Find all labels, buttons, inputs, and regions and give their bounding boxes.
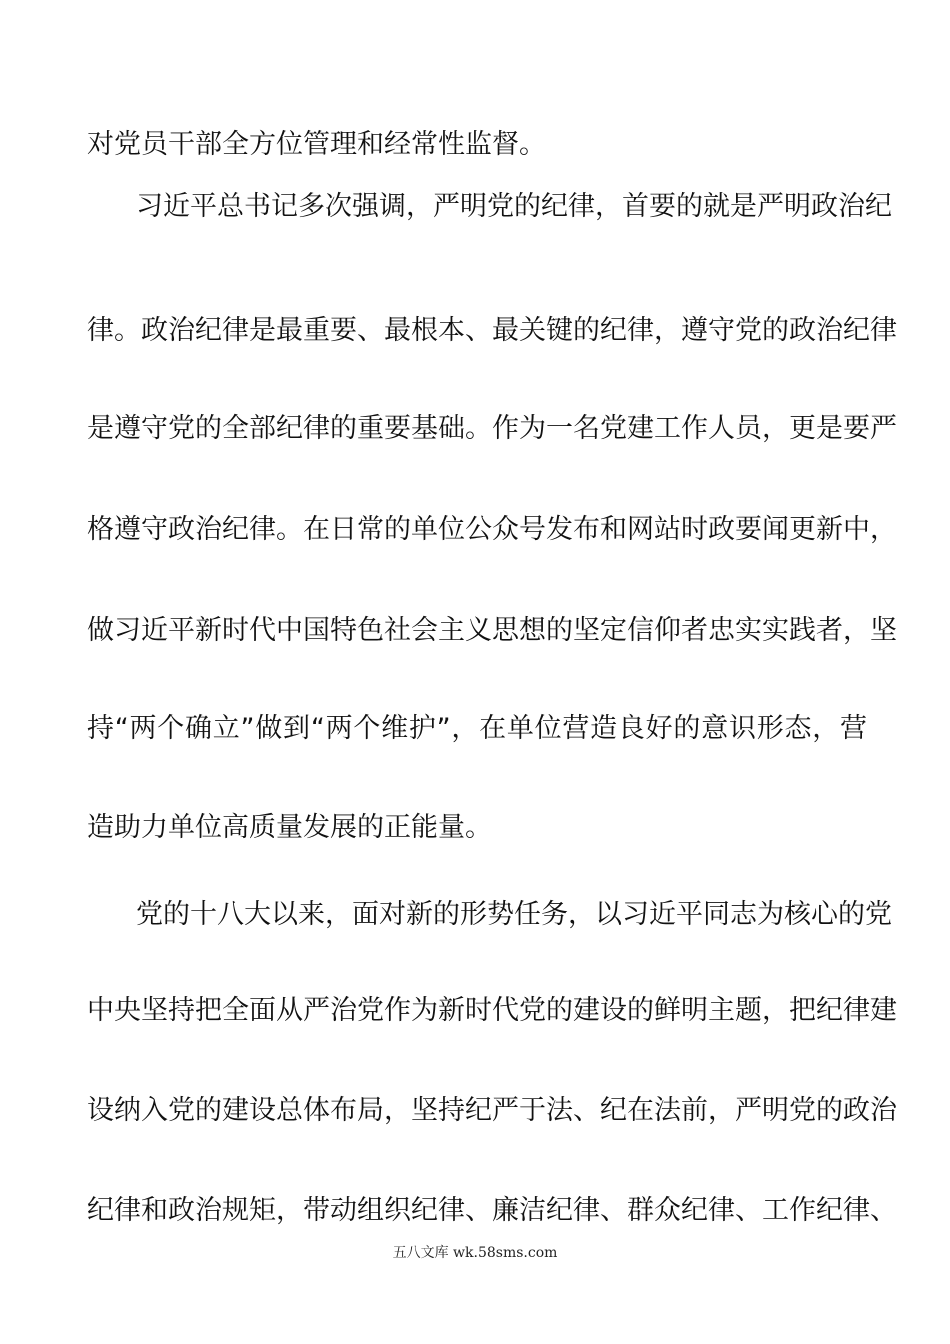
text-line-7: 持“两个确立”做到“两个维护”，在单位营造良好的意识形态，营 bbox=[87, 713, 867, 744]
text-line-11: 设纳入党的建设总体布局，坚持纪严于法、纪在法前，严明党的政治 bbox=[87, 1095, 897, 1126]
text-line-3: 律。政治纪律是最重要、最根本、最关键的纪律，遵守党的政治纪律 bbox=[87, 315, 897, 346]
text-line-10: 中央坚持把全面从严治党作为新时代党的建设的鲜明主题，把纪律建 bbox=[87, 995, 897, 1026]
text-line-12: 纪律和政治规矩，带动组织纪律、廉洁纪律、群众纪律、工作纪律、 bbox=[87, 1195, 897, 1226]
text-line-8: 造助力单位高质量发展的正能量。 bbox=[87, 812, 492, 843]
text-line-4: 是遵守党的全部纪律的重要基础。作为一名党建工作人员，更是要严 bbox=[87, 413, 897, 444]
text-line-5: 格遵守政治纪律。在日常的单位公众号发布和网站时政要闻更新中， bbox=[87, 514, 897, 545]
text-line-6: 做习近平新时代中国特色社会主义思想的坚定信仰者忠实实践者，坚 bbox=[87, 615, 897, 646]
footer-watermark: 五八文库 wk.58sms.com bbox=[392, 1245, 558, 1261]
text-line-9: 党的十八大以来，面对新的形势任务，以习近平同志为核心的党 bbox=[136, 899, 892, 930]
text-line-2: 习近平总书记多次强调，严明党的纪律，首要的就是严明政治纪 bbox=[136, 191, 892, 222]
text-line-1: 对党员干部全方位管理和经常性监督。 bbox=[87, 129, 546, 160]
